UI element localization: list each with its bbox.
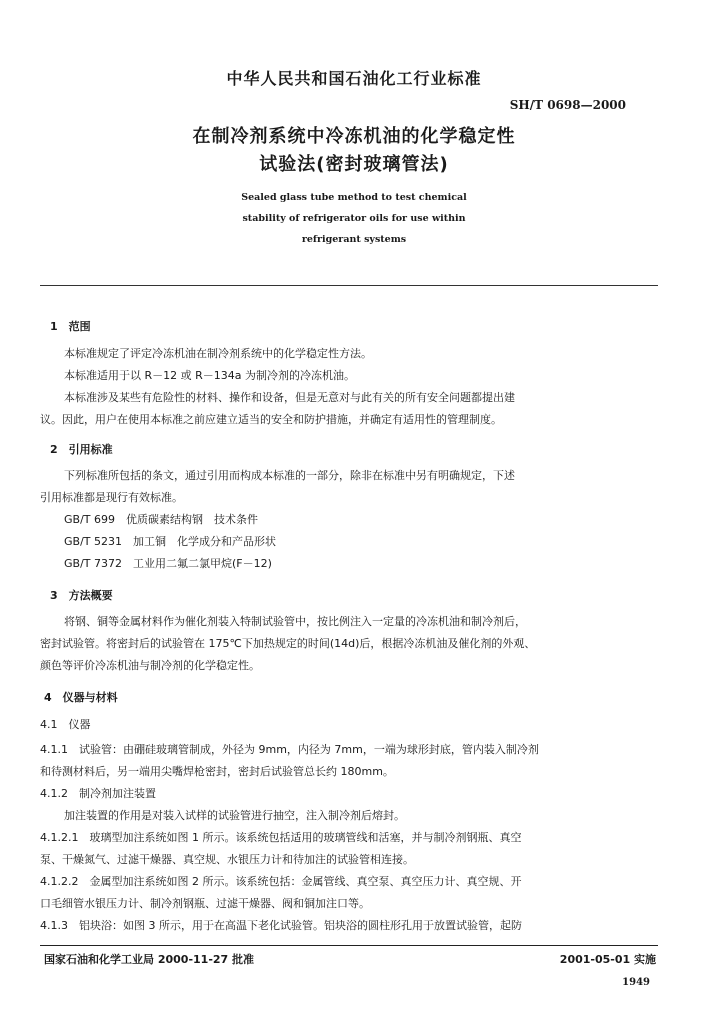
page-number: 1949 xyxy=(622,977,650,988)
standard-number: SH/T 0698—2000 xyxy=(509,98,626,112)
title-line-1: 在制冷剂系统中冷冻机油的化学稳定性 xyxy=(192,126,516,147)
footer-divider xyxy=(40,945,658,946)
english-title-line-1: Sealed glass tube method to test chemical xyxy=(241,192,467,203)
reference-3: GB/T 7372 工业用二氟二氯甲烷(F－12) xyxy=(64,557,272,570)
reference-2: GB/T 5231 加工铜 化学成分和产品形状 xyxy=(64,535,276,548)
english-title-line-2: stability of refrigerator oils for use within xyxy=(242,213,466,224)
clause-4-1-3: 4.1.3 铝块浴：如图 3 所示，用于在高温下老化试验管。铝块浴的圆柱形孔用于放置试验管，起防 xyxy=(40,919,522,932)
clause-4-1-2-1a: 4.1.2.1 玻璃型加注系统如图 1 所示。该系统包括适用的玻璃管线和活塞，并与制冷剂钢瓶、真空 xyxy=(40,831,522,844)
section-2-paragraph-1a: 下列标准所包括的条文，通过引用而构成本标准的一部分，除非在标准中另有明确规定，下述 xyxy=(64,469,515,482)
section-1-paragraph-3a: 本标准涉及某些有危险性的材料、操作和设备，但是无意对与此有关的所有安全问题都提出建 xyxy=(64,391,515,404)
reference-1: GB/T 699 优质碳素结构钢 技术条件 xyxy=(64,513,258,526)
clause-4-1-2-2a: 4.1.2.2 金属型加注系统如图 2 所示。该系统包括：金属管线、真空泵、真空压力计、真空规、开 xyxy=(40,875,522,888)
section-3-paragraph-1b: 密封试验管。将密封后的试验管在 175℃下加热规定的时间(14d)后，根据冷冻机油及催化剂的外观、 xyxy=(40,637,536,650)
clause-4-1-2: 4.1.2 制冷剂加注装置 xyxy=(40,787,156,800)
issuing-organization: 中华人民共和国石油化工行业标准 xyxy=(226,69,482,88)
section-2-paragraph-1b: 引用标准都是现行有效标准。 xyxy=(40,491,183,504)
clause-4-1-2-1b: 泵、干燥氮气、过滤干燥器、真空规、水银压力计和待加注的试验管相连接。 xyxy=(40,853,414,866)
header-divider xyxy=(40,285,658,286)
clause-4-1-2-2b: 口毛细管水银压力计、制冷剂钢瓶、过滤干燥器、阀和铜加注口等。 xyxy=(40,897,370,910)
section-1-paragraph-2: 本标准适用于以 R－12 或 R－134a 为制冷剂的冷冻机油。 xyxy=(64,369,356,382)
clause-4-1-1a: 4.1.1 试验管：由硼硅玻璃管制成，外径为 9mm，内径为 7mm，一端为球形封底，管内装入制冷剂 xyxy=(40,743,539,756)
approval-info: 国家石油和化学工业局 2000-11-27 批准 xyxy=(44,953,255,966)
section-3-heading: 3 方法概要 xyxy=(50,589,113,602)
implementation-date: 2001-05-01 实施 xyxy=(559,953,656,966)
clause-4-1-1b: 和待测材料后，另一端用尖嘴焊枪密封，密封后试验管总长约 180mm。 xyxy=(40,765,394,778)
section-1-paragraph-3b: 议。因此，用户在使用本标准之前应建立适当的安全和防护措施，并确定有适用性的管理制度。 xyxy=(40,413,502,426)
clause-4-1: 4.1 仪器 xyxy=(40,718,91,731)
section-2-heading: 2 引用标准 xyxy=(50,443,113,456)
section-1-paragraph-1: 本标准规定了评定冷冻机油在制冷剂系统中的化学稳定性方法。 xyxy=(64,347,372,360)
clause-4-1-2-paragraph: 加注装置的作用是对装入试样的试验管进行抽空，注入制冷剂后熔封。 xyxy=(64,809,405,822)
section-3-paragraph-1a: 将钢、铜等金属材料作为催化剂装入特制试验管中，按比例注入一定量的冷冻机油和制冷剂后， xyxy=(64,615,526,628)
section-4-heading: 4 仪器与材料 xyxy=(44,691,118,704)
title-line-2: 试验法(密封玻璃管法) xyxy=(259,154,449,175)
section-1-heading: 1 范围 xyxy=(50,320,91,333)
section-3-paragraph-1c: 颜色等评价冷冻机油与制冷剂的化学稳定性。 xyxy=(40,659,260,672)
english-title-line-3: refrigerant systems xyxy=(301,234,407,245)
